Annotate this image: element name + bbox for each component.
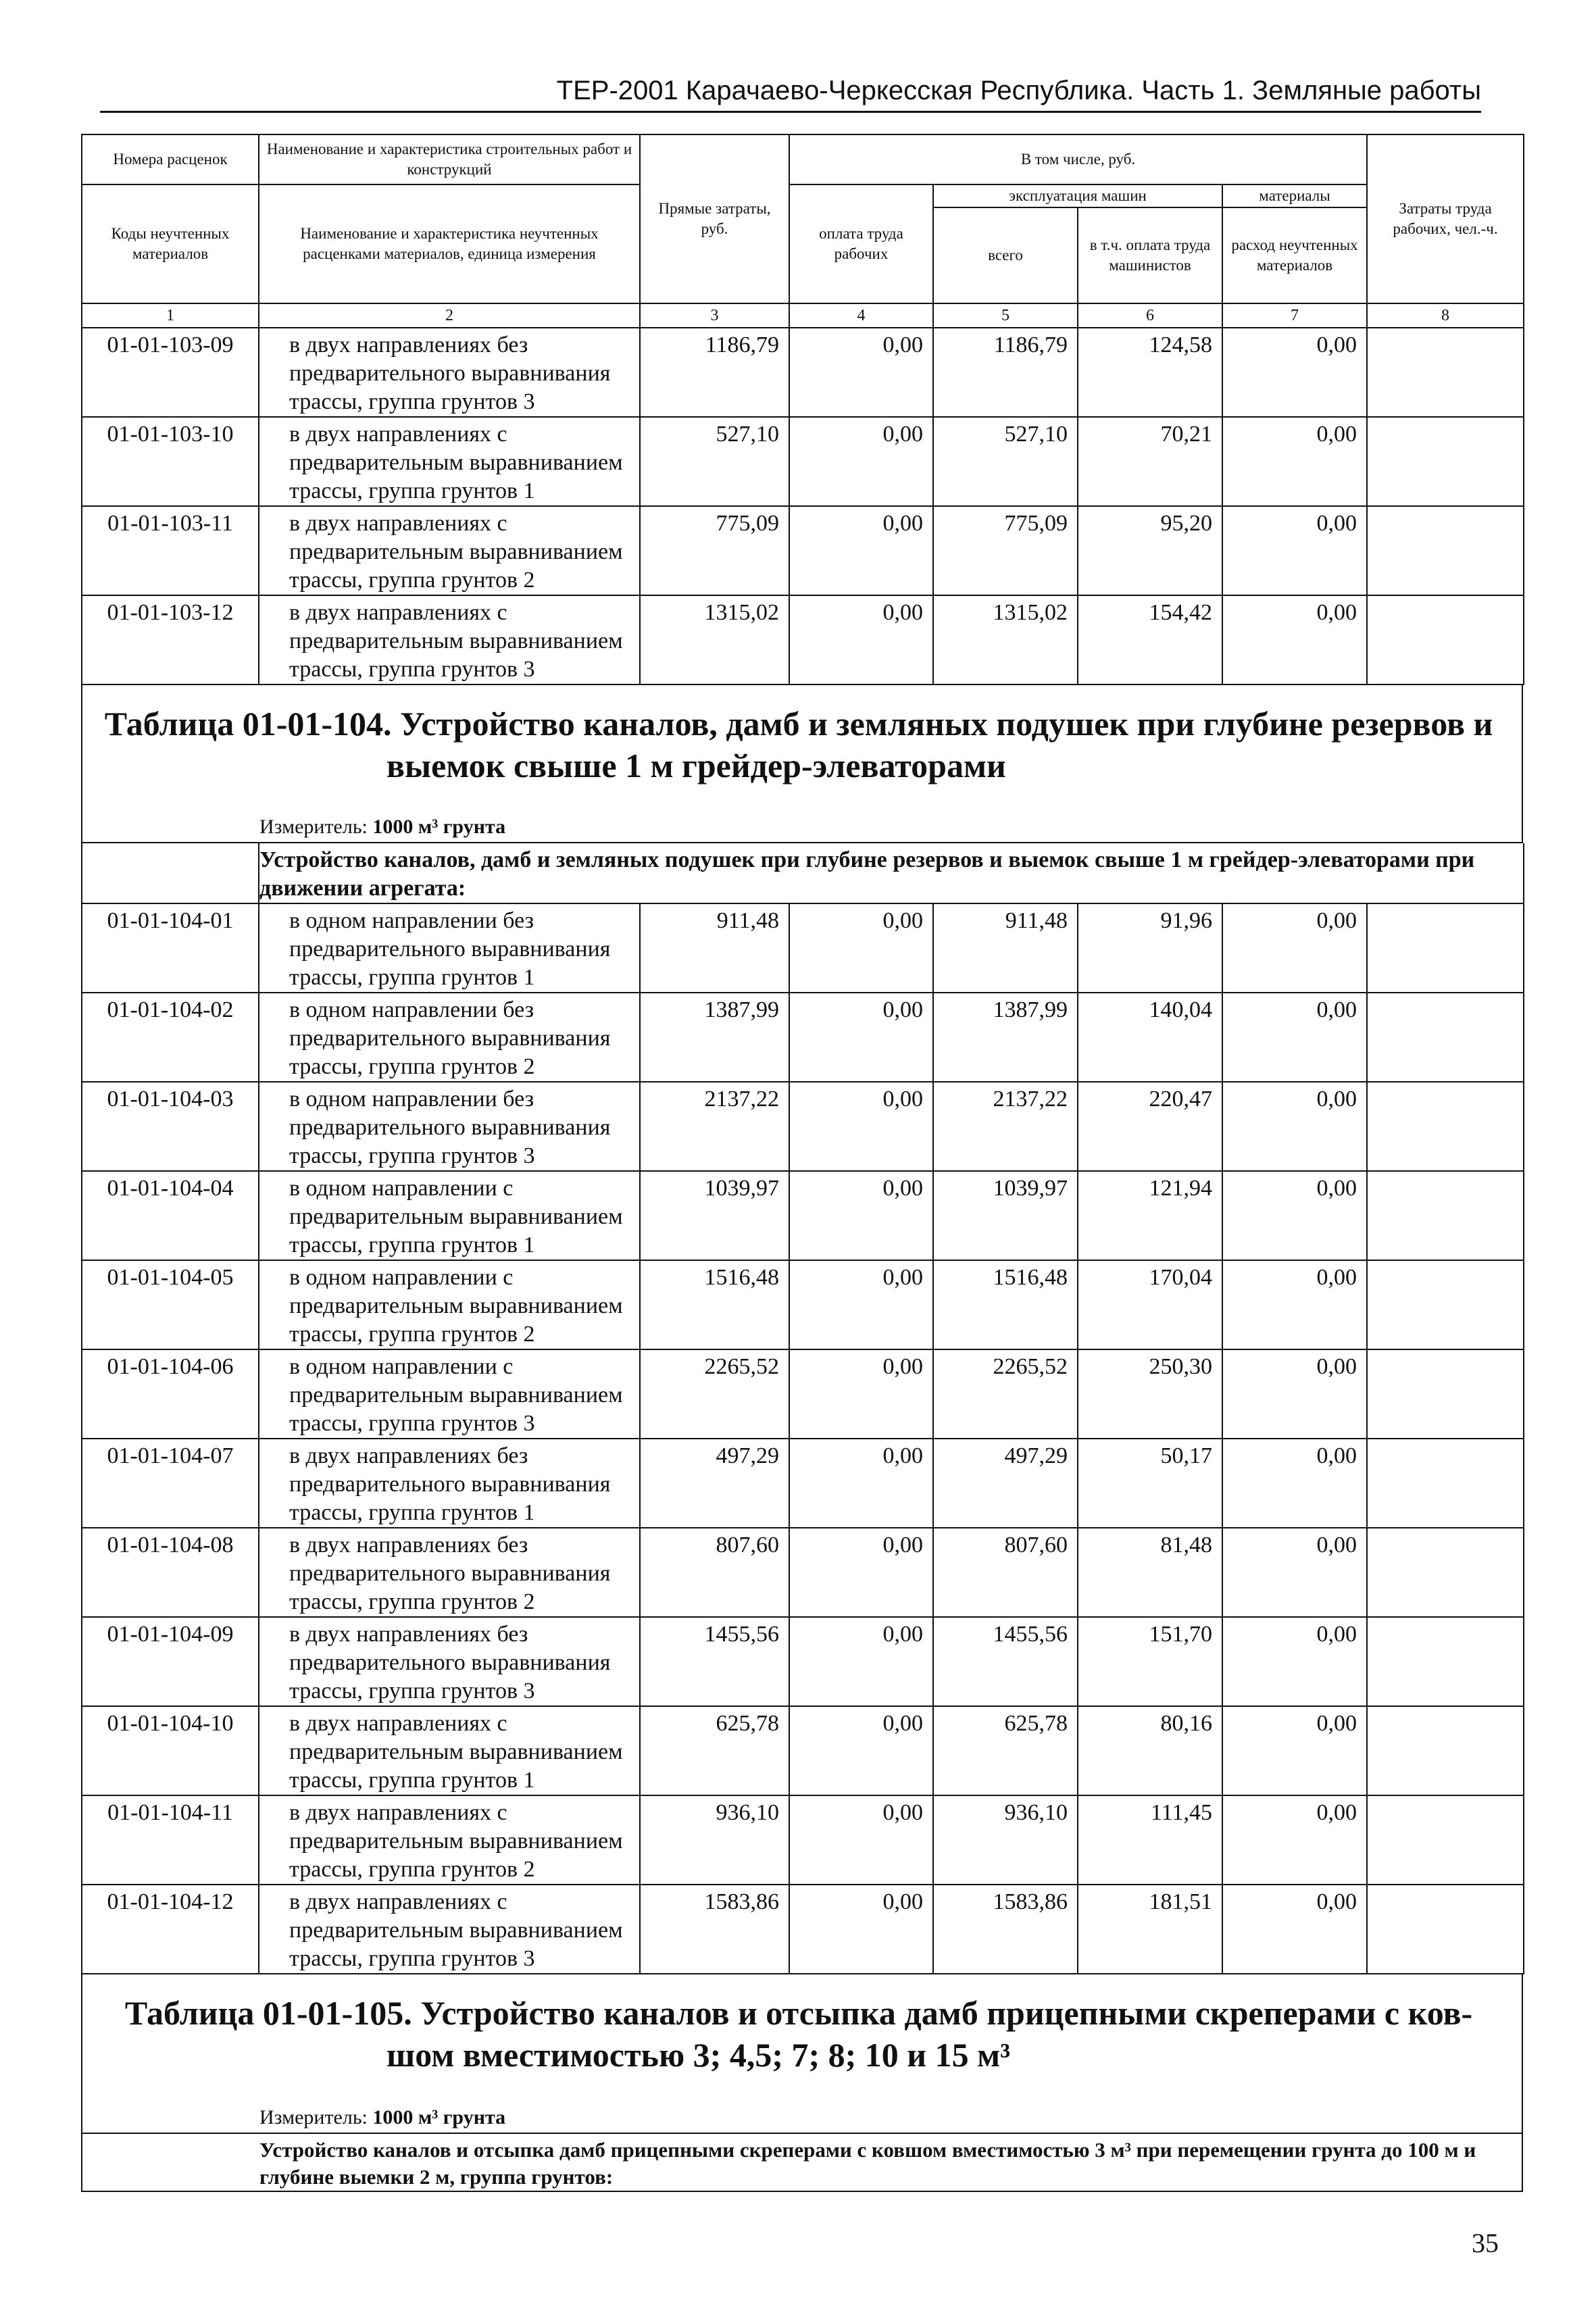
meter-label: Измеритель: xyxy=(259,816,373,838)
direct-costs: 1387,99 xyxy=(640,993,789,1082)
column-number: 6 xyxy=(1078,303,1222,328)
table-105-title-line1: Таблица 01-01-105. Устройство каналов и отсыпка дамб прицепными скреперами с ков- xyxy=(124,1994,1473,2032)
header-labor-hours: Затраты труда рабочих, чел.-ч. xyxy=(1367,134,1524,303)
materials-cost: 0,00 xyxy=(1222,1706,1367,1795)
direct-costs: 527,10 xyxy=(640,417,789,506)
column-number: 5 xyxy=(933,303,1078,328)
direct-costs: 2137,22 xyxy=(640,1082,789,1171)
materials-cost: 0,00 xyxy=(1222,1171,1367,1260)
direct-costs: 2265,52 xyxy=(640,1349,789,1439)
labor-hours xyxy=(1367,595,1524,684)
direct-costs: 1516,48 xyxy=(640,1260,789,1349)
machine-costs: 1455,56 xyxy=(933,1617,1078,1706)
direct-costs: 911,48 xyxy=(640,903,789,993)
header-machinists-pay: в т.ч. оплата труда машинистов xyxy=(1078,207,1222,303)
table-105-meter xyxy=(81,2103,1523,2134)
labor-pay: 0,00 xyxy=(789,903,933,993)
machine-costs: 2137,22 xyxy=(933,1082,1078,1171)
labor-pay: 0,00 xyxy=(789,506,933,595)
machine-costs: 775,09 xyxy=(933,506,1078,595)
labor-pay: 0,00 xyxy=(789,328,933,417)
materials-cost: 0,00 xyxy=(1222,1439,1367,1528)
rate-description: в двух направлениях без предварительного выравнивания трассы, группа грунтов 1 xyxy=(259,1439,640,1528)
rate-code: 01-01-104-02 xyxy=(82,993,259,1082)
table-row xyxy=(82,993,1524,1082)
materials-cost: 0,00 xyxy=(1222,993,1367,1082)
machine-costs: 1516,48 xyxy=(933,1260,1078,1349)
labor-hours xyxy=(1367,328,1524,417)
meter-label: Измеритель: xyxy=(259,2106,373,2129)
rate-description: в двух направлениях без предварительного выравнивания трассы, группа грунтов 2 xyxy=(259,1528,640,1617)
machine-costs: 1186,79 xyxy=(933,328,1078,417)
rate-code: 01-01-104-03 xyxy=(82,1082,259,1171)
table-104-title-line1: Таблица 01-01-104. Устройство каналов, дамб и земляных подушек при глубине резервов и xyxy=(104,705,1493,743)
header-col2-top: Наименование и характеристика строительных работ и конструкций xyxy=(259,134,640,184)
machine-costs: 936,10 xyxy=(933,1795,1078,1885)
labor-hours xyxy=(1367,1617,1524,1706)
rate-code: 01-01-104-06 xyxy=(82,1349,259,1439)
rate-description: в двух направлениях с предварительным выравниванием трассы, группа грунтов 1 xyxy=(259,417,640,506)
labor-pay: 0,00 xyxy=(789,1439,933,1528)
direct-costs: 1039,97 xyxy=(640,1171,789,1260)
column-number: 1 xyxy=(82,303,259,328)
machinists-pay: 154,42 xyxy=(1078,595,1222,684)
labor-hours xyxy=(1367,1528,1524,1617)
labor-pay: 0,00 xyxy=(789,1528,933,1617)
table-row xyxy=(82,506,1524,595)
rates-table-104 xyxy=(81,843,1524,1974)
machinists-pay: 111,45 xyxy=(1078,1795,1222,1885)
machinists-pay: 170,04 xyxy=(1078,1260,1222,1349)
machinists-pay: 95,20 xyxy=(1078,506,1222,595)
table-row xyxy=(82,1171,1524,1260)
direct-costs: 1455,56 xyxy=(640,1617,789,1706)
rate-description: в двух направлениях с предварительным выравниванием трассы, группа грунтов 2 xyxy=(259,1795,640,1885)
table-105-title-line2: шом вместимостью 3; 4,5; 7; 8; 10 и 15 м³ xyxy=(386,2036,1011,2074)
machinists-pay: 151,70 xyxy=(1078,1617,1222,1706)
labor-hours xyxy=(1367,506,1524,595)
materials-cost: 0,00 xyxy=(1222,417,1367,506)
materials-cost: 0,00 xyxy=(1222,1795,1367,1885)
machine-costs: 497,29 xyxy=(933,1439,1078,1528)
page-number: 35 xyxy=(1472,2228,1499,2258)
rate-description: в одном направлении с предварительным выравниванием трассы, группа грунтов 3 xyxy=(259,1349,640,1439)
rate-code: 01-01-104-07 xyxy=(82,1439,259,1528)
machine-costs: 807,60 xyxy=(933,1528,1078,1617)
labor-pay: 0,00 xyxy=(789,1885,933,1974)
meter-value: 1000 м³ грунта xyxy=(372,816,506,838)
machinists-pay: 91,96 xyxy=(1078,903,1222,993)
materials-cost: 0,00 xyxy=(1222,903,1367,993)
materials-cost: 0,00 xyxy=(1222,1349,1367,1439)
direct-costs: 625,78 xyxy=(640,1706,789,1795)
labor-pay: 0,00 xyxy=(789,417,933,506)
machinists-pay: 140,04 xyxy=(1078,993,1222,1082)
rate-description: в одном направлении с предварительным выравниванием трассы, группа грунтов 1 xyxy=(259,1171,640,1260)
machinists-pay: 124,58 xyxy=(1078,328,1222,417)
table-row xyxy=(82,1349,1524,1439)
materials-cost: 0,00 xyxy=(1222,1528,1367,1617)
materials-cost: 0,00 xyxy=(1222,1885,1367,1974)
rate-code: 01-01-104-08 xyxy=(82,1528,259,1617)
labor-pay: 0,00 xyxy=(789,595,933,684)
materials-cost: 0,00 xyxy=(1222,1082,1367,1171)
table-104-title-line2: выемок свыше 1 м грейдер-элеваторами xyxy=(386,747,1006,785)
table-105-title xyxy=(81,1974,1523,2103)
header-materials: материалы xyxy=(1222,184,1367,207)
labor-hours xyxy=(1367,1795,1524,1885)
labor-hours xyxy=(1367,903,1524,993)
running-head: ТЕР-2001 Карачаево-Черкесская Республика. Часть 1. Земляные работы xyxy=(100,70,1481,113)
rate-code: 01-01-103-09 xyxy=(82,328,259,417)
labor-pay: 0,00 xyxy=(789,1617,933,1706)
rates-table-header xyxy=(81,134,1524,685)
rate-code: 01-01-104-11 xyxy=(82,1795,259,1885)
header-direct-costs: Прямые затраты, руб. xyxy=(640,134,789,303)
table-104-meter xyxy=(81,812,1523,843)
rate-code: 01-01-104-01 xyxy=(82,903,259,993)
rate-code: 01-01-103-12 xyxy=(82,595,259,684)
direct-costs: 1583,86 xyxy=(640,1885,789,1974)
direct-costs: 1186,79 xyxy=(640,328,789,417)
rate-description: в одном направлении без предварительного выравнивания трассы, группа грунтов 1 xyxy=(259,903,640,993)
table-row xyxy=(82,1885,1524,1974)
machinists-pay: 121,94 xyxy=(1078,1171,1222,1260)
rate-code: 01-01-104-10 xyxy=(82,1706,259,1795)
rate-code: 01-01-103-10 xyxy=(82,417,259,506)
column-number: 3 xyxy=(640,303,789,328)
header-materials-use: расход неучтенных материалов xyxy=(1222,207,1367,303)
table-row xyxy=(82,1528,1524,1617)
table-row xyxy=(82,1617,1524,1706)
table-row xyxy=(82,1439,1524,1528)
table-row xyxy=(82,1706,1524,1795)
direct-costs: 807,60 xyxy=(640,1528,789,1617)
direct-costs: 775,09 xyxy=(640,506,789,595)
labor-hours xyxy=(1367,1082,1524,1171)
rate-description: в двух направлениях с предварительным выравниванием трассы, группа грунтов 3 xyxy=(259,1885,640,1974)
labor-pay: 0,00 xyxy=(789,1171,933,1260)
table-row xyxy=(82,595,1524,684)
header-col2-bottom: Наименование и характеристика неучтенных расценками материалов, единица измерения xyxy=(259,184,640,303)
labor-hours xyxy=(1367,1171,1524,1260)
header-machines: эксплуатация машин xyxy=(933,184,1222,207)
labor-pay: 0,00 xyxy=(789,1349,933,1439)
rate-code: 01-01-104-04 xyxy=(82,1171,259,1260)
labor-pay: 0,00 xyxy=(789,1706,933,1795)
table-104-title xyxy=(81,685,1523,812)
meter-value: 1000 м³ грунта xyxy=(372,2106,506,2129)
table-row xyxy=(82,328,1524,417)
materials-cost: 0,00 xyxy=(1222,506,1367,595)
labor-pay: 0,00 xyxy=(789,993,933,1082)
machinists-pay: 220,47 xyxy=(1078,1082,1222,1171)
column-number: 4 xyxy=(789,303,933,328)
machinists-pay: 50,17 xyxy=(1078,1439,1222,1528)
rate-description: в одном направлении с предварительным выравниванием трассы, группа грунтов 2 xyxy=(259,1260,640,1349)
header-including: В том числе, руб. xyxy=(789,134,1367,184)
rate-description: в двух направлениях с предварительным выравниванием трассы, группа грунтов 2 xyxy=(259,506,640,595)
machine-costs: 1315,02 xyxy=(933,595,1078,684)
machine-costs: 1039,97 xyxy=(933,1171,1078,1260)
table-row xyxy=(82,903,1524,993)
rate-code: 01-01-104-05 xyxy=(82,1260,259,1349)
document-body xyxy=(81,134,1523,2192)
machinists-pay: 250,30 xyxy=(1078,1349,1222,1439)
machine-costs: 1387,99 xyxy=(933,993,1078,1082)
header-machines-total: всего xyxy=(933,207,1078,303)
table-105-subhead: Устройство каналов и отсыпка дамб прицепными скреперами с ковшом вместимостью 3 м³ при перемещении грунта до 100 м и глубине выемки 2 м, группа грунтов: xyxy=(81,2134,1523,2192)
labor-pay: 0,00 xyxy=(789,1260,933,1349)
machinists-pay: 70,21 xyxy=(1078,417,1222,506)
header-col1-bottom: Коды неучтенных материалов xyxy=(82,184,259,303)
direct-costs: 497,29 xyxy=(640,1439,789,1528)
machinists-pay: 80,16 xyxy=(1078,1706,1222,1795)
machine-costs: 625,78 xyxy=(933,1706,1078,1795)
labor-hours xyxy=(1367,993,1524,1082)
rate-description: в одном направлении без предварительного выравнивания трассы, группа грунтов 2 xyxy=(259,993,640,1082)
materials-cost: 0,00 xyxy=(1222,1617,1367,1706)
rate-code: 01-01-104-09 xyxy=(82,1617,259,1706)
labor-pay: 0,00 xyxy=(789,1795,933,1885)
subhead-spacer xyxy=(82,843,259,903)
labor-hours xyxy=(1367,1885,1524,1974)
column-number: 8 xyxy=(1367,303,1524,328)
materials-cost: 0,00 xyxy=(1222,328,1367,417)
machine-costs: 527,10 xyxy=(933,417,1078,506)
rate-code: 01-01-104-12 xyxy=(82,1885,259,1974)
labor-hours xyxy=(1367,1706,1524,1795)
table-row xyxy=(82,417,1524,506)
machine-costs: 2265,52 xyxy=(933,1349,1078,1439)
labor-hours xyxy=(1367,1349,1524,1439)
labor-hours xyxy=(1367,1439,1524,1528)
direct-costs: 936,10 xyxy=(640,1795,789,1885)
labor-hours xyxy=(1367,417,1524,506)
rate-description: в двух направлениях без предварительного выравнивания трассы, группа грунтов 3 xyxy=(259,1617,640,1706)
table-104-subhead: Устройство каналов, дамб и земляных подушек при глубине резервов и выемок свыше 1 м грейдер-элеваторами при движении агрегата: xyxy=(259,843,1524,903)
rate-description: в двух направлениях с предварительным выравниванием трассы, группа грунтов 1 xyxy=(259,1706,640,1795)
machinists-pay: 81,48 xyxy=(1078,1528,1222,1617)
rate-description: в двух направлениях без предварительного выравнивания трассы, группа грунтов 3 xyxy=(259,328,640,417)
materials-cost: 0,00 xyxy=(1222,595,1367,684)
labor-pay: 0,00 xyxy=(789,1082,933,1171)
machine-costs: 911,48 xyxy=(933,903,1078,993)
table-row xyxy=(82,1082,1524,1171)
column-number: 2 xyxy=(259,303,640,328)
machinists-pay: 181,51 xyxy=(1078,1885,1222,1974)
machine-costs: 1583,86 xyxy=(933,1885,1078,1974)
table-row xyxy=(82,1260,1524,1349)
rate-description: в одном направлении без предварительного выравнивания трассы, группа грунтов 3 xyxy=(259,1082,640,1171)
materials-cost: 0,00 xyxy=(1222,1260,1367,1349)
header-labor-pay: оплата труда рабочих xyxy=(789,184,933,303)
table-row xyxy=(82,1795,1524,1885)
column-number: 7 xyxy=(1222,303,1367,328)
rate-description: в двух направлениях с предварительным выравниванием трассы, группа грунтов 3 xyxy=(259,595,640,684)
header-col1-top: Номера расценок xyxy=(82,134,259,184)
labor-hours xyxy=(1367,1260,1524,1349)
rate-code: 01-01-103-11 xyxy=(82,506,259,595)
direct-costs: 1315,02 xyxy=(640,595,789,684)
